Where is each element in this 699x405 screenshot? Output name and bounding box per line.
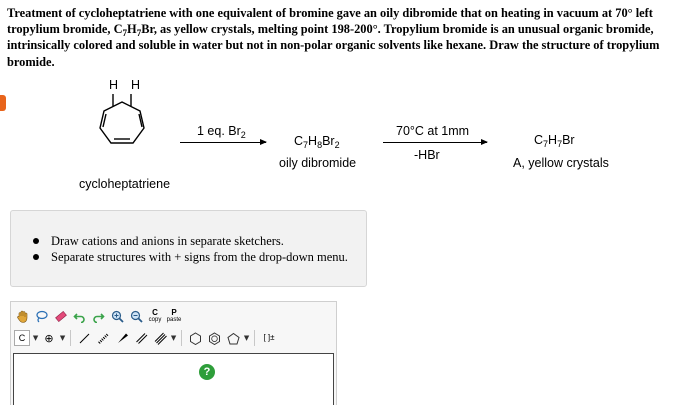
charge-plus-icon[interactable]: ⊕: [44, 331, 54, 345]
conditions-bottom: -HBr: [414, 148, 440, 162]
reaction-arrow-1: [180, 142, 266, 143]
hydrogen-label-left: H: [109, 78, 119, 92]
single-bond-icon[interactable]: [76, 330, 92, 346]
sketcher-toolbar-top: [14, 307, 182, 325]
toolbar-divider: [254, 330, 255, 346]
instruction-item: Separate structures with + signs from the drop-down menu.: [31, 249, 348, 265]
product-formula: $C_7H_7Br$: [534, 133, 575, 149]
reagent-1: 1 eq. $Br_2$: [197, 124, 246, 140]
hand-move-icon[interactable]: [14, 308, 30, 324]
instructions-list: [31, 233, 348, 265]
hashed-bond-icon[interactable]: [95, 330, 111, 346]
cyclopentane-ring-icon[interactable]: [225, 330, 241, 346]
hydrogen-label-right: H: [131, 78, 141, 92]
formula-subscript: 7: [122, 28, 128, 39]
chevron-down-icon[interactable]: ▼: [170, 333, 177, 342]
reaction-scheme: [0, 70, 699, 200]
drawing-canvas[interactable]: [13, 353, 334, 405]
eraser-icon[interactable]: [52, 308, 68, 324]
cyclohexane-ring-icon[interactable]: [187, 330, 203, 346]
formula-subscript: 7: [136, 28, 142, 39]
help-icon[interactable]: ?: [199, 364, 215, 380]
instructions-box: [10, 210, 367, 287]
paste-button[interactable]: P paste: [166, 308, 182, 323]
formula-h: H: [127, 22, 137, 37]
chevron-down-icon[interactable]: ▼: [243, 333, 250, 342]
sketcher-toolbar-bottom: [14, 329, 278, 347]
question-part-2: Br, as yellow crystals, melting point 198-200°. Tropylium bromide is an unusual organic bromide, intrinsically colored and soluble in water but not in non-polar organic solvents like hexane. Draw the structure of tropylium bromide.: [7, 22, 660, 69]
reaction-arrow-2: [383, 142, 487, 143]
zoom-in-icon[interactable]: [109, 308, 125, 324]
toolbar-divider: [70, 330, 71, 346]
question-part-1: Treatment of cycloheptatriene with one equivalent of bromine gave an oily dibromide that on heating in vacuum at 70° left tropylium bromide, C: [7, 6, 653, 37]
start-material-name: cycloheptatriene: [79, 177, 171, 191]
wedge-bond-icon[interactable]: [114, 330, 130, 346]
redo-icon[interactable]: [90, 308, 106, 324]
conditions-top: 70°C at 1mm: [396, 124, 470, 138]
bracket-charge-button[interactable]: [ ]±: [263, 333, 275, 342]
instruction-item: Draw cations and anions in separate sketchers.: [31, 233, 348, 249]
lasso-select-icon[interactable]: [33, 308, 49, 324]
triple-bond-icon[interactable]: [152, 330, 168, 346]
intermediate-name: oily dibromide: [279, 156, 357, 170]
element-carbon-button[interactable]: C: [14, 330, 30, 346]
benzene-ring-icon[interactable]: [206, 330, 222, 346]
product-name: A, yellow crystals: [513, 156, 609, 170]
double-bond-icon[interactable]: [133, 330, 149, 346]
structure-sketcher: [10, 301, 337, 405]
chevron-down-icon[interactable]: ▼: [59, 333, 66, 342]
intermediate-formula: $C_7H_8Br_2$: [294, 134, 340, 150]
zoom-out-icon[interactable]: [128, 308, 144, 324]
copy-button[interactable]: C copy: [148, 308, 162, 323]
undo-icon[interactable]: [71, 308, 87, 324]
question-text: [7, 5, 695, 70]
chevron-down-icon[interactable]: ▼: [32, 333, 39, 342]
cycloheptatriene-structure: [96, 90, 152, 150]
toolbar-divider: [181, 330, 182, 346]
